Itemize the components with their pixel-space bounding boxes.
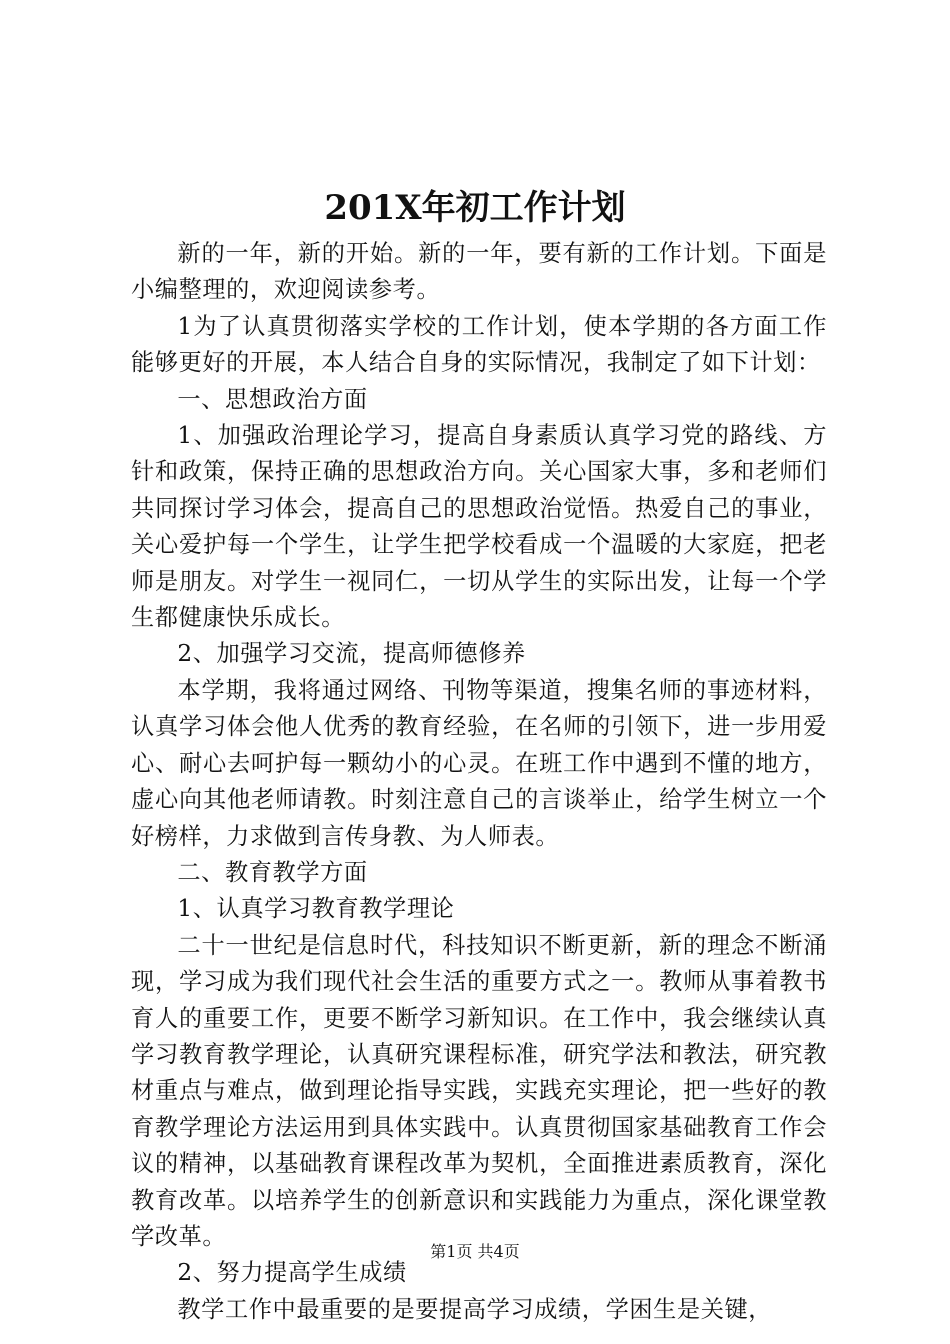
document-body — [131, 236, 827, 1328]
paragraph-intro: 新的一年，新的开始。新的一年，要有新的工作计划。下面是小编整理的，欢迎阅读参考。 — [131, 240, 827, 304]
subheading-theory: 1、认真学习教育教学理论 — [177, 895, 455, 923]
page-footer: 第1页 共4页 — [430, 1242, 520, 1261]
section-heading-teaching: 二、教育教学方面 — [177, 858, 368, 886]
document-title: 201X年初工作计划 — [324, 188, 626, 228]
subheading-grades: 2、努力提高学生成绩 — [177, 1259, 407, 1287]
paragraph-plan-purpose: 1为了认真贯彻落实学校的工作计划，使本学期的各方面工作能够更好的开展，本人结合自身的实际情况，我制定了如下计划： — [131, 312, 827, 377]
paragraph-theory: 二十一世纪是信息时代，科技知识不断更新，新的理念不断涌现，学习成为我们现代社会生活的重要方式之一。教师从事着教书育人的重要工作，更要不断学习新知识。在工作中，我会继续认真学习教育教学理论，认真研究课程标准，研究学法和教法，研究教材重点与难点，做到理论指导实践，实践充实理论，把一些好的教育教学理论方法运用到具体实践中。认真贯彻国家基础教育工作会议的精神，以基础教育课程改革为契机，全面推进素质教育，深化教育改革。以培养学生的创新意识和实践能力为重点，深化课堂教学改革。 — [131, 931, 827, 1250]
paragraph-political-study: 1、加强政治理论学习，提高自身素质认真学习党的路线、方针和政策，保持正确的思想政治方向。关心国家大事，多和老师们共同探讨学习体会，提高自己的思想政治觉悟。热爱自己的事业，关心爱护每一个学生，让学生把学校看成一个温暖的大家庭，把老师是朋友。对学生一视同仁，一切从学生的实际出发，让每一个学生都健康快乐成长。 — [131, 422, 827, 632]
paragraph-exchange: 本学期，我将通过网络、刊物等渠道，搜集名师的事迹材料，认真学习体会他人优秀的教育经验，在名师的引领下，进一步用爱心、耐心去呵护每一颗幼小的心灵。在班工作中遇到不懂的地方，虚心向其他老师请教。时刻注意自己的言谈举止，给学生树立一个好榜样，力求做到言传身教、为人师表。 — [131, 676, 827, 850]
subheading-exchange: 2、加强学习交流，提高师德修养 — [177, 640, 526, 668]
section-heading-political: 一、思想政治方面 — [177, 385, 368, 413]
paragraph-grades: 教学工作中最重要的是要提高学习成绩，学困生是关键， — [177, 1295, 773, 1323]
